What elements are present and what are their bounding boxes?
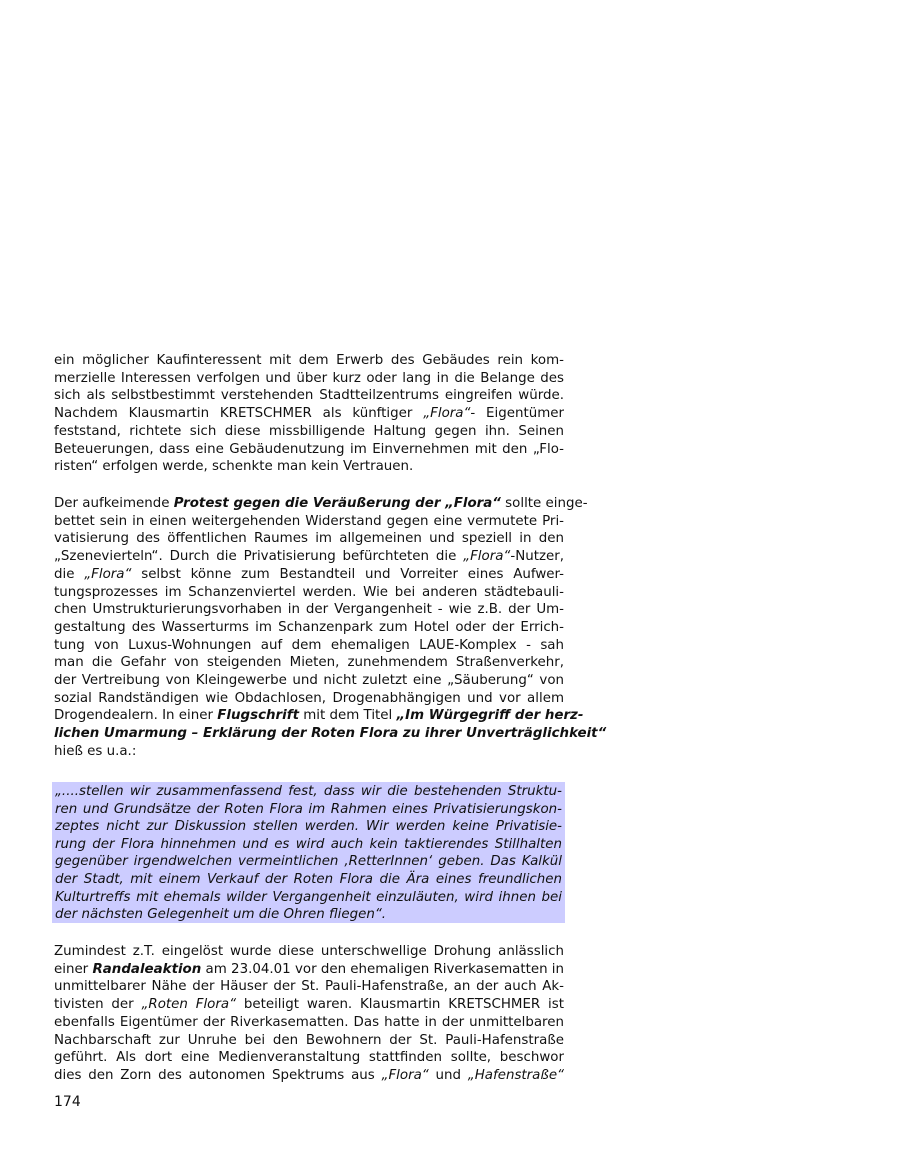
quote-line: der nächsten Gelegenheit um die Ohren fliegen“. — [55, 907, 387, 923]
quote-line: zeptes nicht zur Diskussion stellen werden. Wir werden keine Privatisie- — [55, 819, 562, 835]
highlighted-quote — [52, 782, 565, 923]
text-line: chen Umstrukturierungsvorhaben in der Vergangenheit - wie z.B. der Um- — [54, 602, 564, 618]
text-line: sich als selbstbestimmt verstehenden Stadtteilzentrums eingreifen würde. — [54, 388, 564, 404]
text-line: risten“ erfolgen werde, schenkte man kein Vertrauen. — [54, 459, 414, 475]
quote-line: ren und Grundsätze der Roten Flora im Rahmen eines Privatisierungskon- — [55, 801, 562, 817]
text-line: ein möglicher Kaufinteressent mit dem Erwerb des Gebäudes rein kom- — [54, 353, 564, 368]
text-line: tivisten der „Roten Flora“ beteiligt waren. Klausmartin KRETSCHMER ist — [54, 997, 564, 1013]
text-line: hieß es u.a.: — [54, 743, 137, 759]
paragraph-1 — [54, 352, 564, 476]
text-line: tungsprozesses im Schanzenviertel werden. Wie bei anderen städtebauli- — [54, 584, 564, 600]
quote-line: Kulturtreffs mit ehemals wilder Vergangenheit einzuläuten, wird ihnen bei — [55, 889, 562, 905]
text-line: feststand, richtete sich diese missbilligende Haltung gegen ihn. Seinen — [54, 423, 564, 439]
quote-line: rung der Flora hinnehmen und es wird auch kein taktierendes Stillhalten — [55, 836, 562, 852]
text-line: man die Gefahr von steigenden Mieten, zunehmendem Straßenverkehr, — [54, 655, 564, 671]
text-line: geführt. Als dort eine Medienveranstaltung stattfinden sollte, beschwor — [54, 1050, 564, 1066]
text-line: ebenfalls Eigentümer der Riverkasematten. Das hatte in der unmittelbaren — [54, 1014, 564, 1030]
text-line: die „Flora“ selbst könne zum Bestandteil und Vorreiter eines Aufwer- — [54, 566, 564, 582]
text-line: Nachbarschaft zur Unruhe bei den Bewohnern der St. Pauli-Hafenstraße — [54, 1032, 564, 1048]
text-line: Zumindest z.T. eingelöst wurde diese unterschwellige Drohung anlässlich — [54, 944, 564, 959]
text-line: einer Randaleaktion am 23.04.01 vor den ehemaligen Riverkasematten in — [54, 961, 565, 977]
text-line: Nachdem Klausmartin KRETSCHMER als künftiger „Flora“- Eigentümer — [54, 406, 564, 422]
text-line: gestaltung des Wasserturms im Schanzenpark zum Hotel oder der Errich- — [54, 619, 564, 635]
paragraph-3 — [54, 943, 564, 1085]
text-line: vatisierung des öffentlichen Raumes im allgemeinen und speziell in den — [54, 531, 564, 547]
text-line: der Vertreibung von Kleingewerbe und nicht zuletzt eine „Säuberung“ von — [54, 673, 564, 689]
quote-line: der Stadt, mit einem Verkauf der Roten Flora die Ära eines freundlichen — [55, 871, 562, 887]
text-line: tung von Luxus-Wohnungen auf dem ehemaligen LAUE-Komplex - sah — [54, 637, 564, 653]
quote-line: „....stellen wir zusammenfassend fest, dass wir die bestehenden Struktu- — [55, 784, 562, 799]
text-line: Drogendealern. In einer Flugschrift mit dem Titel „Im Würgegriff der herz- — [54, 708, 584, 724]
text-line: Der aufkeimende Protest gegen die Veräußerung der „Flora“ sollte einge- — [54, 496, 588, 511]
paragraph-2 — [54, 495, 607, 761]
text-line: lichen Umarmung – Erklärung der Roten Flora zu ihrer Unverträglichkeit“ — [54, 726, 607, 742]
text-line: unmittelbarer Nähe der Häuser der St. Pauli-Hafenstraße, an der auch Ak- — [54, 979, 564, 995]
page-number: 174 — [54, 1094, 81, 1110]
text-line: Beteuerungen, dass eine Gebäudenutzung im Einvernehmen mit den „Flo- — [54, 441, 564, 457]
text-line: merzielle Interessen verfolgen und über kurz oder lang in die Belange des — [54, 370, 564, 386]
text-line: sozial Randständigen wie Obdachlosen, Drogenabhängigen und vor allem — [54, 690, 564, 706]
quote-line: gegenüber irgendwelchen vermeintlichen ‚RetterInnen‘ geben. Das Kalkül — [55, 854, 562, 870]
text-line: „Szenevierteln“. Durch die Privatisierung befürchteten die „Flora“-Nutzer, — [54, 549, 564, 565]
text-line: bettet sein in einen weitergehenden Widerstand gegen eine vermutete Pri- — [54, 513, 564, 529]
text-line: dies den Zorn des autonomen Spektrums aus „Flora“ und „Hafenstraße“ — [54, 1067, 564, 1083]
